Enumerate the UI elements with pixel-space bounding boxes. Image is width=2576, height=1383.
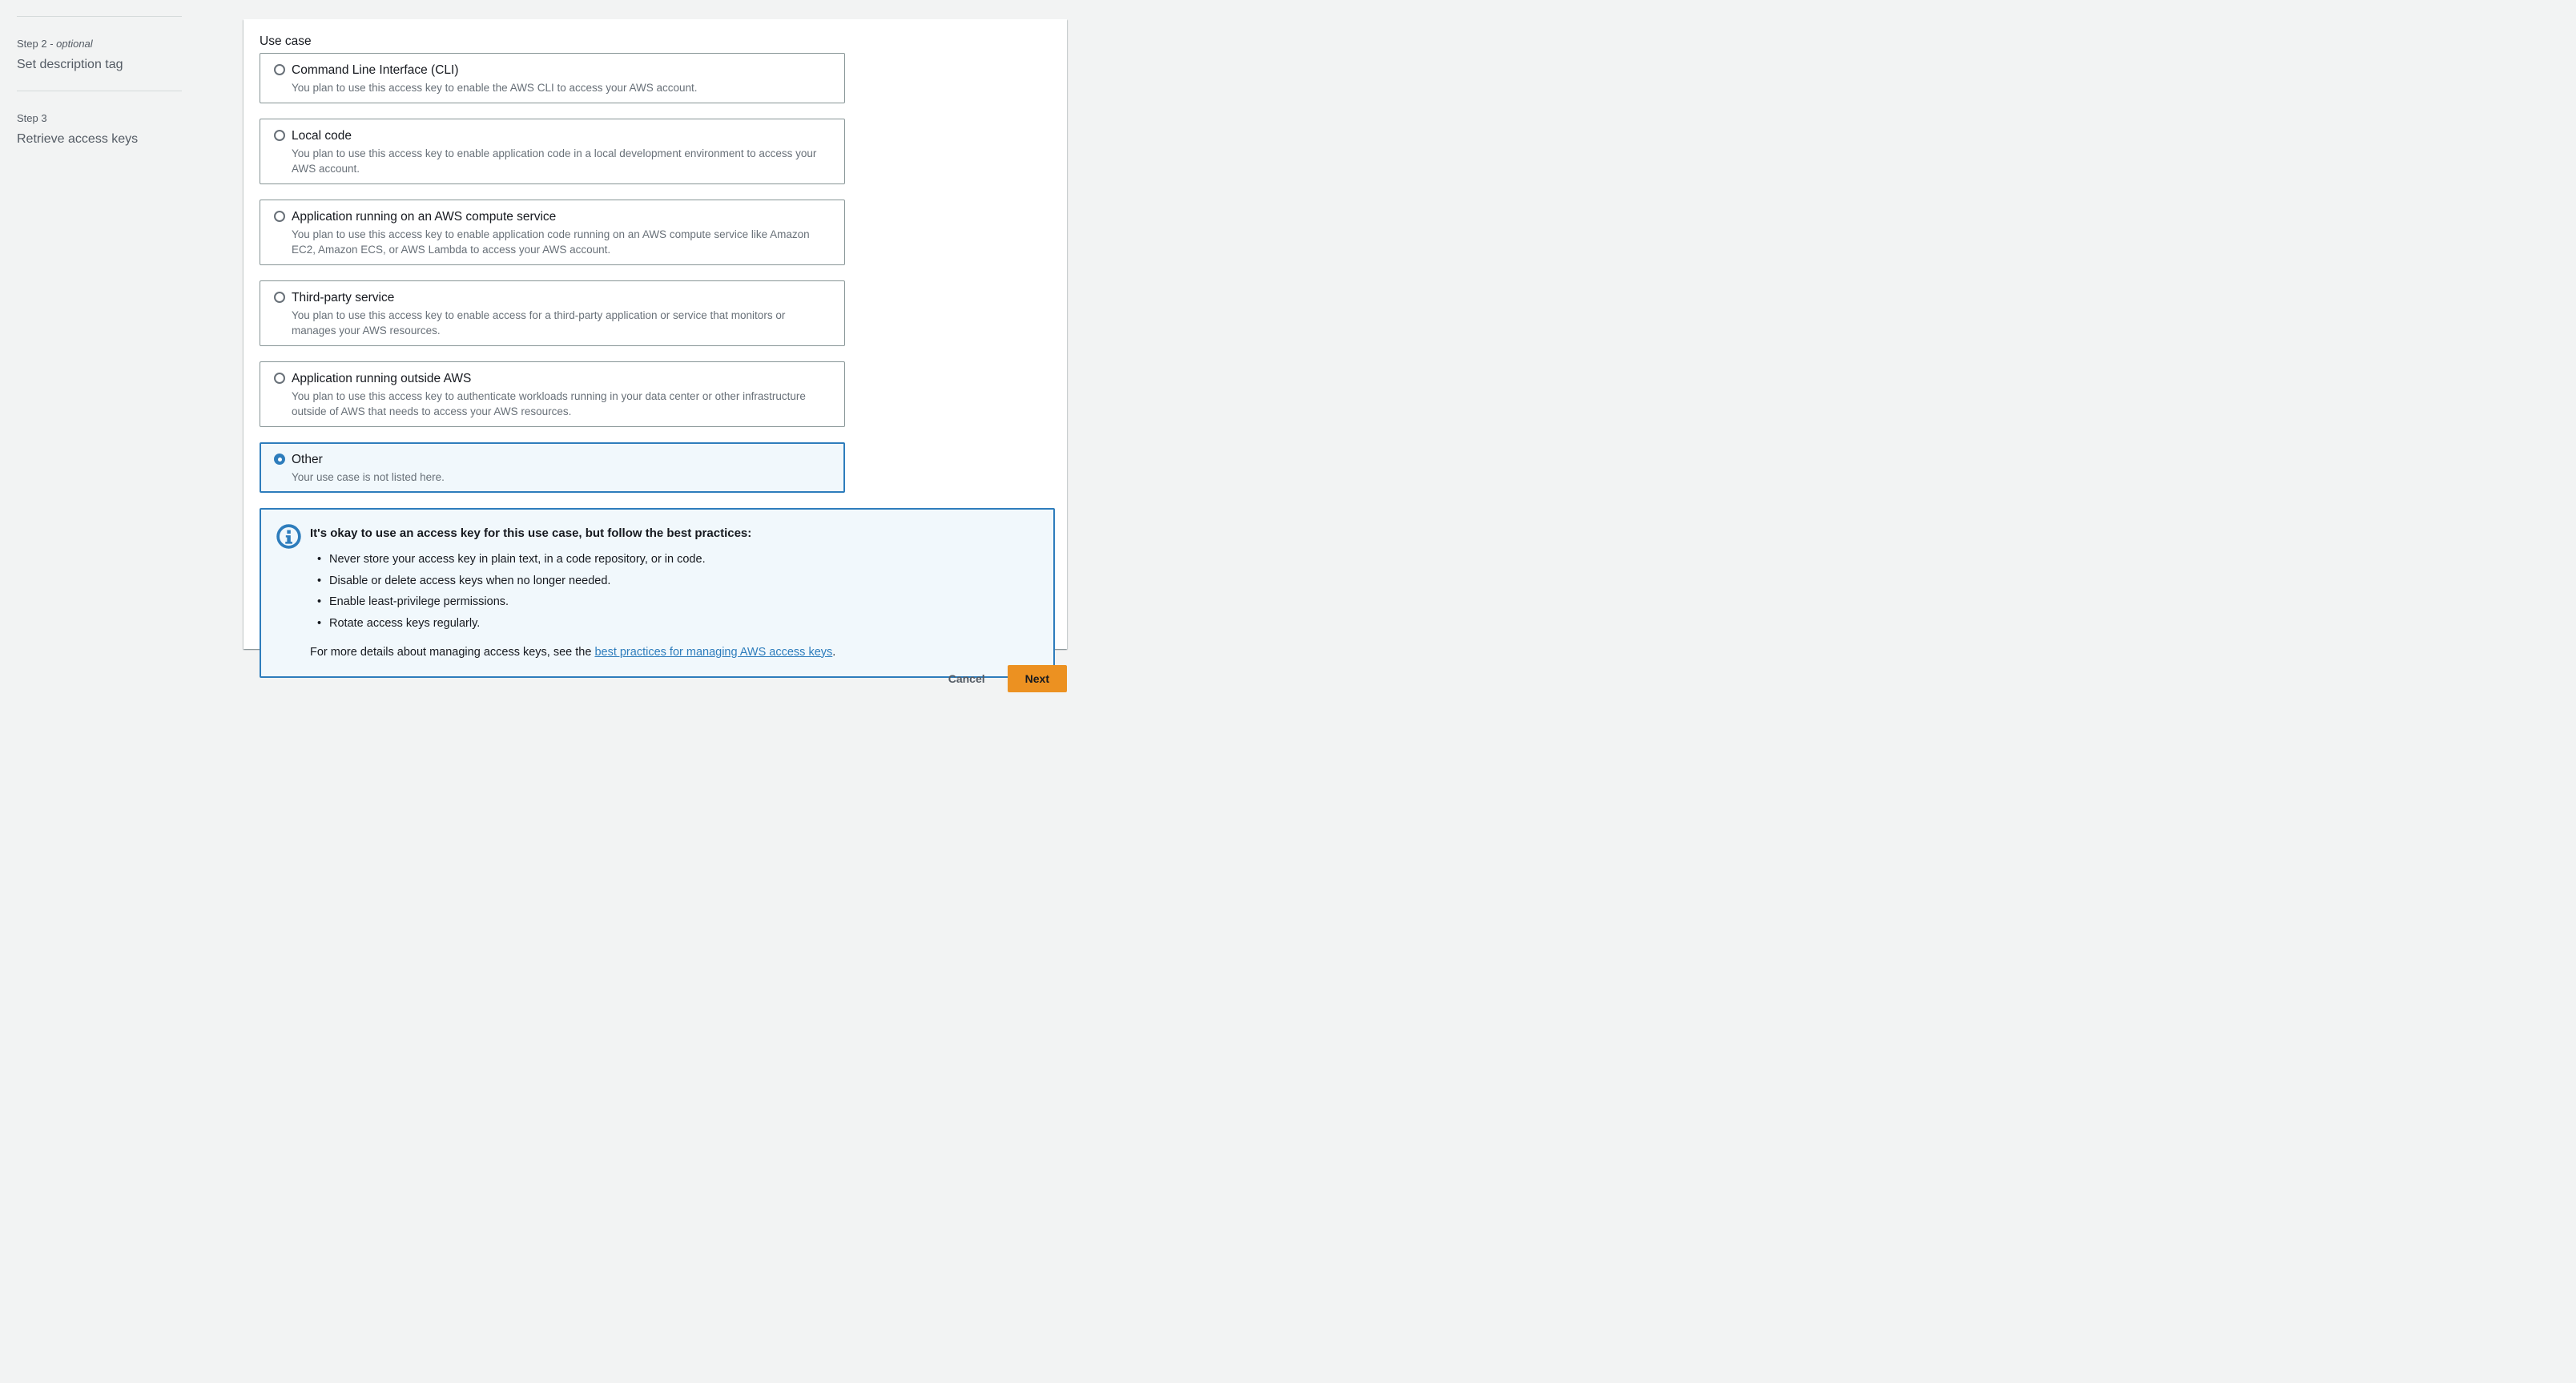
option-description: You plan to use this access key to enable application code in a local development environment to access your AWS account. [292, 147, 817, 175]
step-title: Set description tag [17, 58, 123, 71]
option-title: Application running on an AWS compute service [292, 210, 557, 224]
option-description: You plan to use this access key to authenticate workloads running in your data center or other infrastructure outside of AWS that needs to access your AWS resources. [292, 390, 806, 417]
use-case-panel [244, 19, 1067, 659]
best-practice-item: • Disable or delete access keys when no longer needed. [327, 574, 1034, 589]
best-practice-item: • Never store your access key in plain text, in a code repository, or in code. [327, 552, 1034, 567]
wizard-steps-nav [17, 16, 182, 165]
wizard-step-3 [17, 91, 182, 165]
alert-footer: For more details about managing access keys, see the best practices for managing AWS access keys. [310, 645, 836, 659]
use-case-option-aws-compute[interactable] [260, 200, 845, 265]
step-title: Retrieve access keys [17, 132, 139, 146]
step-number-label: Step 3 [17, 112, 47, 124]
option-title: Command Line Interface (CLI) [292, 63, 459, 77]
next-button[interactable]: Next [1008, 665, 1067, 692]
option-description: Your use case is not listed here. [292, 471, 445, 483]
radio-button[interactable] [274, 292, 285, 303]
best-practices-link[interactable]: best practices for managing AWS access keys [594, 645, 833, 659]
use-case-option-local-code[interactable] [260, 119, 845, 184]
option-title: Local code [292, 129, 352, 143]
wizard-actions [945, 665, 1067, 692]
option-title: Other [292, 453, 323, 466]
alert-title: It's okay to use an access key for this use case, but follow the best practices: [310, 526, 752, 540]
radio-button-selected[interactable] [274, 454, 285, 465]
step-number-label: Step 2 - optional [17, 38, 93, 50]
wizard-step-2 [17, 16, 182, 91]
radio-button[interactable] [274, 211, 285, 222]
use-case-option-third-party[interactable] [260, 280, 845, 346]
info-icon [276, 524, 301, 549]
use-case-option-outside-aws[interactable] [260, 361, 845, 427]
best-practice-item: • Rotate access keys regularly. [327, 616, 1034, 631]
best-practices-info-alert [260, 508, 1055, 678]
radio-button[interactable] [274, 64, 285, 75]
use-case-option-other[interactable] [260, 442, 845, 493]
radio-button[interactable] [274, 130, 285, 141]
option-description: You plan to use this access key to enable application code running on an AWS compute service like Amazon EC2, Amazon ECS, or AWS Lambda to access your AWS account. [292, 228, 810, 256]
radio-button[interactable] [274, 373, 285, 384]
use-case-label: Use case [260, 34, 312, 48]
option-description: You plan to use this access key to enable the AWS CLI to access your AWS account. [292, 82, 698, 94]
option-title: Third-party service [292, 291, 395, 304]
best-practices-list [316, 552, 1034, 631]
use-case-option-cli[interactable] [260, 53, 845, 103]
optional-label: optional [56, 38, 93, 50]
cancel-button[interactable]: Cancel [945, 667, 988, 690]
best-practice-item: • Enable least-privilege permissions. [327, 595, 1034, 610]
option-description: You plan to use this access key to enable access for a third-party application or service that monitors or manages your AWS resources. [292, 309, 786, 337]
option-title: Application running outside AWS [292, 372, 472, 385]
